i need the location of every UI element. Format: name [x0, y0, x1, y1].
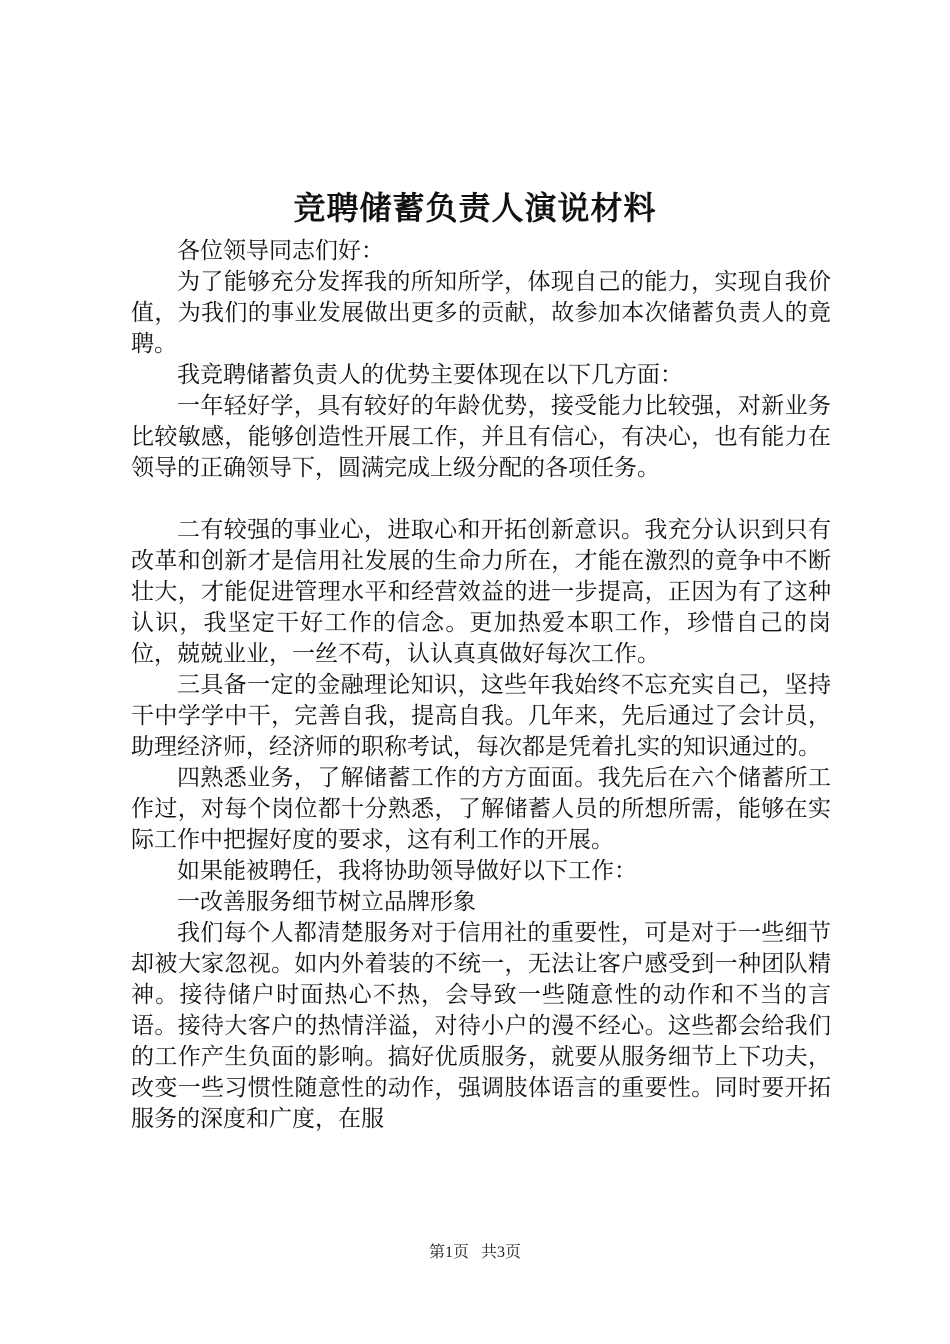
paragraph-advantage-4: 四熟悉业务，了解储蓄工作的方方面面。我先后在六个储蓄所工作过，对每个岗位都十分熟悉，了解储蓄人员的所想所需，能够在实际工作中把握好度的要求，这有利工作的开展。 — [131, 765, 831, 853]
paragraph-advantage-2: 二有较强的事业心，进取心和开拓创新意识。我充分认识到只有改革和创新才是信用社发展的生命力所在，才能在激烈的竟争中不断壮大，才能促进管理水平和经营效益的进一步提高，正因为有了这种认识，我坚定干好工作的信念。更加热爱本职工作，珍惜自己的岗位，兢兢业业，一丝不苟，认认真真做好每次工作。 — [131, 517, 831, 667]
paragraph-advantages-heading: 我竞聘储蓄负责人的优势主要体现在以下几方面： — [177, 362, 683, 388]
paragraph-plan-heading: 如果能被聘任，我将协助领导做好以下工作： — [177, 858, 637, 884]
paragraph-advantage-1: 一年轻好学，具有较好的年龄优势，接受能力比较强，对新业务比较敏感，能够创造性开展工作，并且有信心，有决心，也有能力在领导的正确领导下，圆满完成上级分配的各项任务。 — [131, 393, 831, 481]
page-footer — [0, 1242, 950, 1264]
paragraph-advantage-3: 三具备一定的金融理论知识，这些年我始终不忘充实自己，坚持干中学学中干，完善自我，提高自我。几年来，先后通过了会计员，助理经济师，经济师的职称考试，每次都是凭着扎实的知识通过的。 — [131, 672, 831, 760]
paragraph-intro: 为了能够充分发挥我的所知所学，体现自己的能力，实现自我价值，为我们的事业发展做出更多的贡献，故参加本次储蓄负责人的竟聘。 — [131, 269, 831, 357]
document-title: 竞聘储蓄负责人演说材料 — [293, 189, 657, 227]
page-number: 第1页 — [428, 1244, 469, 1261]
paragraph-plan-1-body: 我们每个人都清楚服务对于信用社的重要性，可是对于一些细节却被大家忽视。如内外着装的不统一，无法让客户感受到一种团队精神。接待储户时面热心不热，会导致一些随意性的动作和不当的言语。接待大客户的热情洋溢，对待小户的漫不经心。这些都会给我们的工作产生负面的影响。搞好优质服务，就要从服务细节上下功夫，改变一些习惯性随意性的动作，强调肢体语言的重要性。同时要开拓服务的深度和广度，在服 — [131, 920, 831, 1132]
document-body — [131, 236, 831, 1135]
paragraph-plan-1-title: 一改善服务细节树立品牌形象 — [177, 889, 476, 915]
paragraph-greeting: 各位领导同志们好： — [177, 238, 384, 264]
page-total: 共3页 — [481, 1244, 522, 1261]
